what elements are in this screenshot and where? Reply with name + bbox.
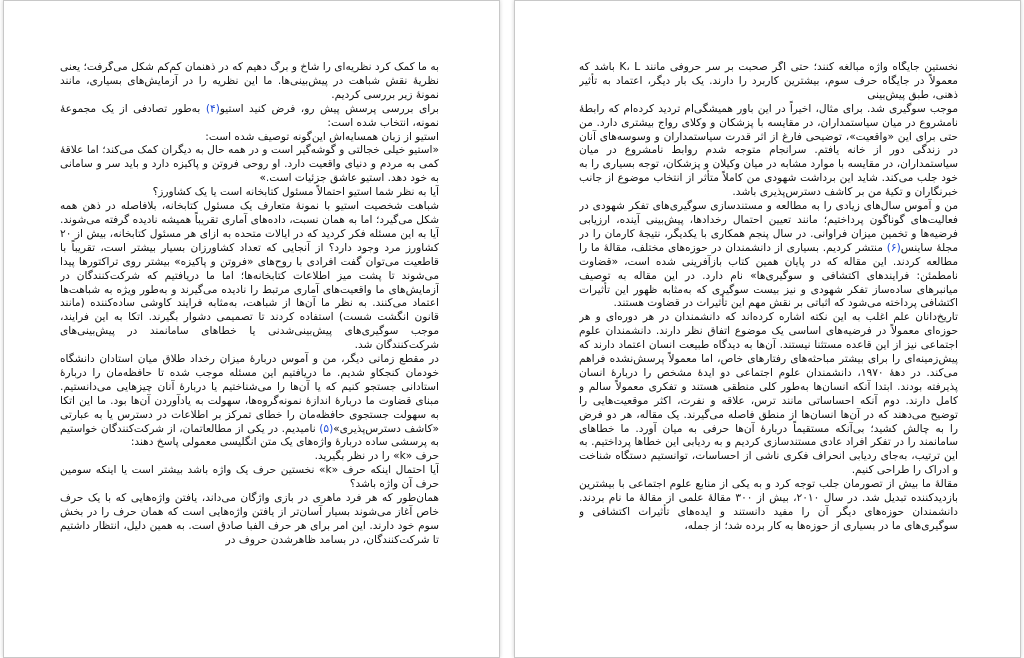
paragraph-text: برای بررسی پرسش پیش رو، فرض کنید استیو [219, 102, 439, 115]
paragraph [60, 464, 439, 492]
paragraph [579, 478, 958, 534]
paragraph-text: همان‌طور که هر فرد ماهری در بازی واژگان می‌داند، یافتن واژه‌هایی که با یک حرف خاص آغاز می‌شوند بسیار آسان‌تر از یافتن واژه‌هایی است که همان حرف را در بخش سوم خود دارند. این امر برای هر حرف الفبا صادق است. به همین دلیل، انتظار داشتیم تا شرکت‌کنندگان، در بسامد ظاهرشدن حروف در [60, 492, 439, 546]
footnote-reference-link[interactable]: (۴) [205, 102, 220, 115]
footnote-reference-link[interactable]: (۶) [886, 241, 901, 254]
paragraph [60, 103, 439, 131]
footnote-reference-link[interactable]: (۵) [319, 422, 334, 435]
paragraph-text: نخستین جایگاه واژه مبالغه کنند؛ حتی اگر صحبت بر سر حروفی مانند K، L باشد که معمولاً در جایگاه حرف سوم، بیشترین کاربرد را دارند. یک بار دیگر، اعتماد به تأثیر ذهنی، طبق پیش‌بینی [579, 61, 958, 101]
paragraph-text: شباهت شخصیت استیو با نمونهٔ متعارف یک مسئول کتابخانه، بلافاصله در ذهن همه شکل می‌گیرد؛ اما به همان نسبت، داده‌های آماری تقریباً همیشه نادیده گرفته می‌شوند. آیا به این مسئله فکر کردید که در ایالات متحده به ازای هر مسئول کتابخانه، بیش از ۲۰ کشاورز مرد وجود دارد؟ از آنجایی که تعداد کشاورزان بسیار بیشتر است، تقریباً با قاطعیت می‌توان گفت افرادی با روح‌های «فروتن و پاکیزه» بیشتر روی تراکتورها پیدا می‌شوند تا پشت میز اطلاعات کتابخانه‌ها؛ اما ما دریافتیم که شرکت‌کنندگان در آزمایش‌های ما واقعیت‌های آماری مرتبط را نادیده می‌گیرند و به‌طور ویژه به شباهت‌ها اعتماد می‌کنند. به نظر ما آن‌ها از شباهت، به‌مثابه فرایند کاوشی ساده‌کننده (مانند قانون انگشت شست) استفاده کردند تا تصمیمی دشوار بگیرند. اتکا به این فرایند، موجب سوگیری‌های پیش‌بینی‌شدنی یا خطاهای سامانمند در پیش‌بینی‌های شرکت‌کنندگان شد. [60, 200, 439, 352]
paragraph [60, 492, 439, 548]
paragraph [579, 311, 958, 478]
paragraph-text: در مقطع زمانی دیگر، من و آموس دربارهٔ میزان رخداد طلاق میان استادان دانشگاه خودمان کنجکاو شدیم. ما دریافتیم این مسئله موجب شده تا حافظه‌مان را دربارهٔ استادانی جستجو کنیم که یا آن‌ها را می‌شناختیم یا دربارهٔ آنان چیزهایی می‌دانستیم. مبنای قضاوت ما دربارهٔ اندازهٔ نمونه‌گروه‌ها، سهولت به یادآوردن آن‌ها بود. ما این اتکا به سهولت جستجوی حافظه‌مان را خطای تمرکز بر اطلاعات در دسترس یا به عبارتی «کاشف دسترس‌پذیری» [60, 353, 439, 435]
right-page [514, 0, 1021, 658]
paragraph [60, 450, 439, 464]
paragraph [60, 186, 439, 200]
paragraph-text: موجب سوگیری شد. برای مثال، اخیراً در این باور همیشگی‌ام تردید کرده‌ام که رابطهٔ نامشروع در میان سیاستمداران، در مقایسه با پزشکان و وکلای رواج بیشتری دارد. من حتی برای این «واقعیت»، توضیحی فارغ از اثر قدرت سیاستمداران و وسوسه‌های آنان در زندگی دور از خانه یافتم. سرانجام متوجه شدم روابط نامشروع در میان سیاستمداران، در مقایسه با موارد مشابه در میان وکیلان و پزشکان، توجه بسیاری را به خود جلب می‌کند. شاید این برداشت شهودی من کاملاً متأثر از انتخاب موضوع از جانب خبرنگاران و تکیهٔ من بر کاشف دسترس‌پذیری باشد. [579, 102, 958, 199]
paragraph-text: استیو از زبان همسایه‌اش این‌گونه توصیف شده است: [205, 130, 439, 143]
paragraph [579, 61, 958, 103]
paragraph-text: آیا به نظر شما استیو احتمالاً مسئول کتابخانه است یا یک کشاورز؟ [152, 186, 439, 199]
paragraph [60, 144, 439, 186]
paragraph [60, 131, 439, 145]
paragraph [60, 61, 439, 103]
paragraph-text: منتشر کردیم. بسیاری از دانشمندان در حوزه‌های مختلف، مقالهٔ ما را مطالعه کردند. این مقاله که در پایان همین کتاب بازآفرینی شده است، «قضاوت نامطمئن: فرایندهای اکتشافی و سوگیری‌ها» نام دارد. در این مقاله به توصیف میانبرهای ساده‌ساز تفکر شهودی و نیز بیست سوگیری که به‌مثابه ظهور این تأثیرات اکتشافی پرداخته می‌شود که اثباتی بر نقش مهم این تأثیرات در قضاوت هستند. [579, 241, 958, 310]
paragraph-text: به ما کمک کرد نظریه‌ای را شاخ و برگ دهیم که در ذهنمان کم‌کم شکل می‌گرفت؛ یعنی نظریهٔ نقش شباهت در پیش‌بینی‌ها. ما این نظریه را در آزمایش‌های بسیاری، مانند نمونهٔ زیر بررسی کردیم. [60, 61, 439, 101]
paragraph [579, 200, 958, 311]
paragraph-text: من و آموس سال‌های زیادی را به مطالعه و مستندسازی سوگیری‌های تفکر شهودی در فعالیت‌های گوناگون پرداختیم؛ مانند تعیین احتمال رخدادها، پیش‌بینی آینده، ارزیابی فرضیه‌ها و تخمین میزان فراوانی. در سال پنجم همکاری با یکدیگر، نتیجهٔ کارمان را در مجلهٔ ساینس [579, 200, 958, 254]
paragraph-text: تاریخ‌دانان علم اغلب به این نکته اشاره کرده‌اند که دانشمندان در هر دوره‌ای و هر حوزه‌ای معمولاً در فرضیه‌های اساسی یک موضوع اتفاق نظر دارند. دانشمندان علوم اجتماعی نیز از این قاعده مستثنا نیستند. آن‌ها به دیدگاه طبیعت انسان اعتماد دارند که پیش‌زمینه‌ای را برای بیشتر مباحثه‌های رفتارهای خاص، اما معمولاً پرسش‌نشده فراهم می‌کند. در دههٔ ۱۹۷۰، دانشمندان علوم اجتماعی دو ایدهٔ مشخص را دربارهٔ انسان پذیرفته بودند. ابتدا آنکه انسان‌ها به‌طور کلی منطقی هستند و تفکری معمولاً سالم و کامل دارند. دوم آنکه احساساتی مانند ترس، علاقه و نفرت، اکثر موقعیت‌هایی را توضیح می‌دهند که در آن‌ها انسان‌ها از منطق فاصله می‌گیرند. یک مقاله، هر دو فرض را به چالش کشید؛ بی‌آنکه مستقیماً دربارهٔ آن‌ها حرفی به میان آورد. ما خطاهای سامانمند را در تفکر افراد عادی مستندسازی کردیم و به ردیابی این خطاها پرداختیم. به این ترتیب، به‌جای ردیابی انحراف فکری ناشی از احساسات، توانستیم دستگاه شناخت و ادراک را طراحی کنیم. [579, 311, 958, 477]
paragraph-text: «استیو خیلی خجالتی و گوشه‌گیر است و در همه حال به دیگران کمک می‌کند؛ اما علاقهٔ کمی به مردم و دنیای واقعیت دارد. او روحی فروتن و پاکیزه دارد و باید سر و سامانی به خود دهد. استیو عاشق جزئیات است.» [60, 144, 439, 185]
paragraph [60, 200, 439, 353]
right-page-text [579, 61, 958, 657]
paragraph [579, 103, 958, 200]
paragraph-text: نامیدیم. در یکی از مطالعاتمان، از شرکت‌کنندگان خواستیم به پرسشی ساده دربارهٔ واژه‌های یک متن انگلیسی معمولی پاسخ دهند: [60, 422, 439, 449]
paragraph-text: حرف «k» را در نظر بگیرید. [314, 450, 439, 463]
paragraph [60, 353, 439, 450]
paragraph-text: مقالهٔ ما بیش از تصورمان جلب توجه کرد و به یکی از منابع علوم اجتماعی با بیشترین بازدیدکننده تبدیل شد. در سال ۲۰۱۰، بیش از ۳۰۰ مقالهٔ علمی از مقالهٔ ما نام بردند. دانشمندان حوزه‌های دیگر آن را مفید دانستند و ایده‌های تأثیرات اکتشافی و سوگیری‌های ما در بسیاری از حوزه‌ها به کار برده شد؛ از جمله، [579, 478, 958, 532]
left-page-text [60, 61, 439, 657]
left-page [3, 0, 500, 658]
paragraph-text: آیا احتمال اینکه حرف «k» نخستین حرف یک واژه باشد بیشتر است یا اینکه سومین حرف آن واژه باشد؟ [60, 464, 439, 491]
paragraph-text: به‌طور تصادفی از یک مجموعهٔ نمونه، انتخاب شده است: [60, 102, 439, 129]
